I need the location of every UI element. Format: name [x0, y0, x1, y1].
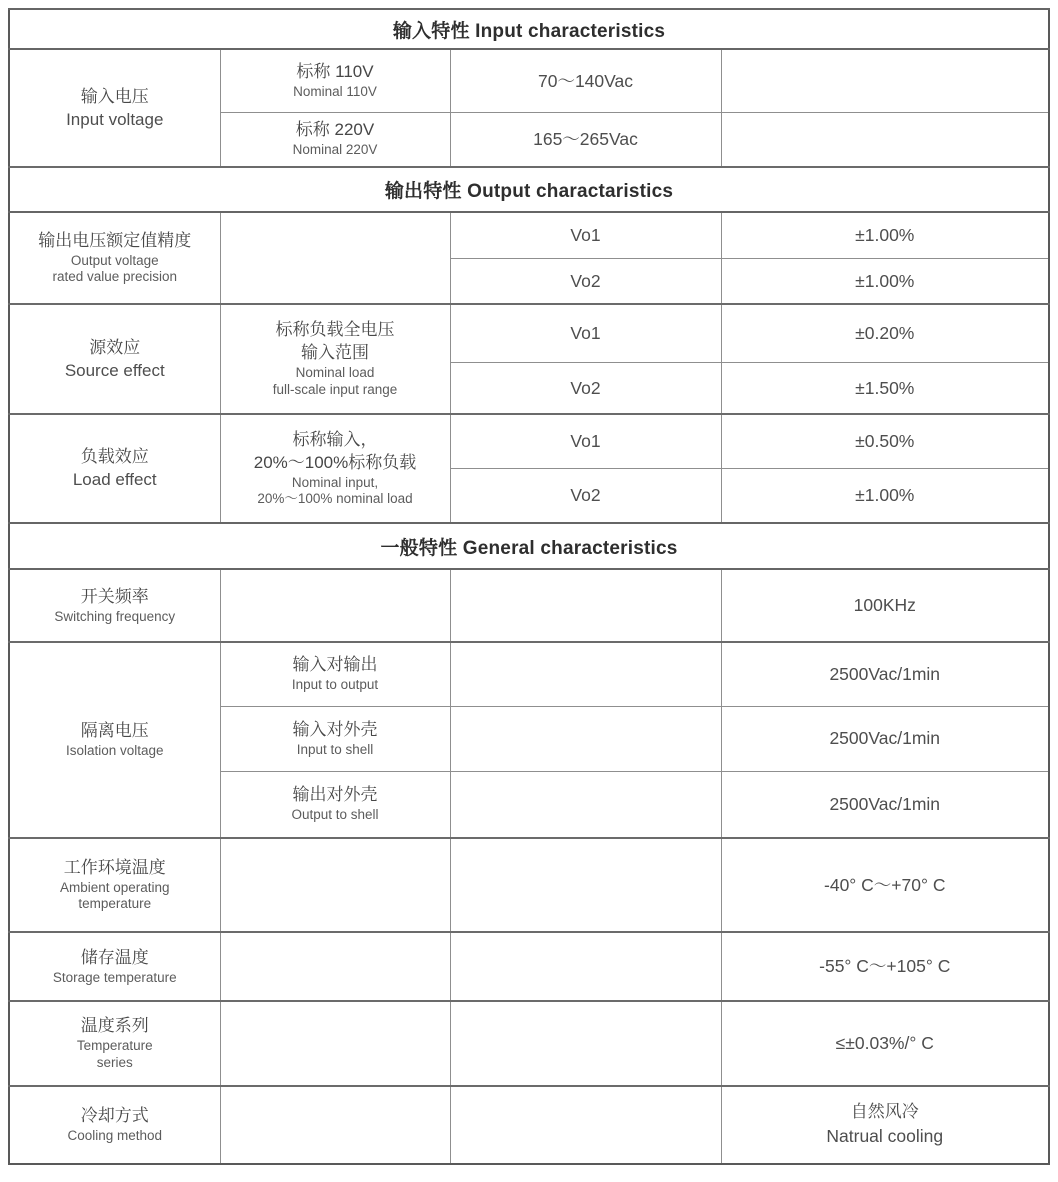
load-effect-label-cell: [9, 414, 220, 523]
load-effect-label-en: Load effect: [72, 470, 157, 490]
isolation-input-to-output-value-cell: [721, 642, 1049, 706]
range-110v-cell: [450, 49, 721, 112]
temperature-series-empty-cell-2: [450, 1001, 721, 1086]
load-effect-label-zh: 负载效应: [80, 447, 149, 467]
switching-frequency-value: 100KHz: [853, 595, 916, 616]
isolation-input-to-output-cell: [220, 642, 450, 706]
cooling-method-label-cell: [9, 1086, 220, 1164]
output-precision-label-cell: [9, 212, 220, 304]
cooling-method-label-zh: 冷却方式: [80, 1106, 149, 1126]
load-effect-vo2-channel-cell: [450, 468, 721, 523]
output-precision-label-zh: 输出电压额定值精度: [38, 230, 192, 250]
temperature-series-label-en-line1: Temperature: [76, 1038, 153, 1054]
isolation-voltage-label-zh: 隔离电压: [80, 721, 149, 741]
source-effect-vo1-value: ±0.20%: [855, 323, 915, 343]
ambient-temperature-label-en-line1: Ambient operating: [59, 879, 170, 895]
spec-table: [8, 8, 1050, 1165]
isolation-output-to-shell-en: Output to shell: [291, 807, 379, 823]
storage-temperature-value-cell: [721, 932, 1049, 1001]
storage-temperature-label-en: Storage temperature: [52, 969, 177, 985]
load-effect-condition-zh-line1: 标称输入，: [292, 429, 378, 449]
ambient-temperature-label-en-line2: temperature: [78, 896, 152, 912]
nominal-220v-cell: [220, 112, 450, 167]
storage-temperature-empty-cell-1: [220, 932, 450, 1001]
temperature-series-value-cell: [721, 1001, 1049, 1086]
ambient-temperature-label-cell: [9, 838, 220, 932]
switching-frequency-value-cell: [721, 569, 1049, 642]
temperature-series-label-zh: 温度系列: [80, 1016, 149, 1036]
load-effect-condition-cell: [220, 414, 450, 523]
source-effect-vo1-value-cell: [721, 304, 1049, 362]
output-precision-vo2-channel: Vo2: [570, 270, 601, 291]
output-precision-vo1-channel: Vo1: [570, 225, 601, 245]
source-effect-vo2-value: ±1.50%: [855, 377, 915, 398]
output-precision-label-en-line2: rated value precision: [52, 269, 178, 285]
input-voltage-label-zh: 输入电压: [80, 86, 149, 106]
range-220v-value: 165～265Vac: [533, 129, 638, 149]
storage-temperature-value: -55° C～+105° C: [819, 956, 951, 977]
load-effect-vo2-value-cell: [721, 468, 1049, 523]
source-effect-condition-en-line2: full-scale input range: [272, 381, 398, 397]
cooling-method-empty-cell-2: [450, 1086, 721, 1164]
ambient-temperature-value: -40° C～+70° C: [824, 874, 946, 895]
temperature-series-value: ≤±0.03%/° C: [835, 1033, 934, 1054]
source-effect-label-zh: 源效应: [89, 337, 141, 357]
range-220v-cell: [450, 112, 721, 167]
load-effect-condition-zh-line2: 20%～100%标称负载: [253, 452, 417, 472]
source-effect-vo2-value-cell: [721, 362, 1049, 414]
isolation-input-to-output-zh: 输入对输出: [292, 655, 378, 675]
load-effect-vo1-value-cell: [721, 414, 1049, 468]
nominal-110v-zh: 标称 110V: [296, 61, 374, 81]
isolation-input-to-shell-zh: 输入对外壳: [292, 719, 378, 739]
switching-frequency-label-zh: 开关频率: [80, 586, 149, 606]
source-effect-vo1-channel: Vo1: [570, 323, 601, 343]
output-precision-condition-empty-cell: [220, 212, 450, 304]
source-effect-label-cell: [9, 304, 220, 414]
nominal-110v-en: Nominal 110V: [293, 83, 377, 99]
source-effect-condition-zh-line1: 标称负载全电压: [275, 320, 395, 340]
switching-frequency-empty-cell-1: [220, 569, 450, 642]
isolation-input-to-shell-value: 2500Vac/1min: [829, 728, 941, 749]
temperature-series-empty-cell-1: [220, 1001, 450, 1086]
source-effect-vo2-channel: Vo2: [570, 377, 601, 398]
switching-frequency-label-en: Switching frequency: [54, 608, 176, 624]
isolation-output-to-shell-value: 2500Vac/1min: [829, 794, 941, 814]
isolation-row3-empty-cell: [450, 771, 721, 838]
output-precision-vo1-value-cell: [721, 212, 1049, 258]
load-effect-vo1-channel-cell: [450, 414, 721, 468]
load-effect-condition-en-line1: Nominal input,: [291, 474, 379, 490]
temperature-series-label-en-line2: series: [96, 1054, 133, 1070]
cooling-method-empty-cell-1: [220, 1086, 450, 1164]
input-voltage-label-en: Input voltage: [66, 109, 164, 129]
ambient-temperature-empty-cell-1: [220, 838, 450, 932]
isolation-input-to-output-en: Input to output: [291, 677, 379, 693]
cooling-method-value-en: Natrual cooling: [826, 1126, 944, 1147]
nominal-110v-cell: [220, 49, 450, 112]
isolation-voltage-label-cell: [9, 642, 220, 838]
isolation-input-to-output-value: 2500Vac/1min: [829, 664, 941, 684]
output-precision-vo2-value-cell: [721, 258, 1049, 304]
ambient-temperature-label-zh: 工作环境温度: [63, 857, 166, 877]
isolation-output-to-shell-zh: 输出对外壳: [292, 785, 378, 805]
isolation-input-to-shell-value-cell: [721, 706, 1049, 771]
nominal-220v-zh: 标称 220V: [295, 120, 375, 140]
isolation-input-to-shell-en: Input to shell: [296, 741, 374, 757]
input-row1-empty-cell: [721, 49, 1049, 112]
range-110v-value: 70～140Vac: [537, 70, 634, 91]
output-precision-vo2-value: ±1.00%: [855, 270, 915, 291]
nominal-220v-en: Nominal 220V: [292, 142, 378, 158]
temperature-series-label-cell: [9, 1001, 220, 1086]
isolation-output-to-shell-cell: [220, 771, 450, 838]
load-effect-vo2-channel: Vo2: [570, 485, 601, 505]
ambient-temperature-empty-cell-2: [450, 838, 721, 932]
isolation-voltage-label-en: Isolation voltage: [65, 743, 164, 759]
cooling-method-value-zh: 自然风冷: [850, 1102, 919, 1122]
input-row2-empty-cell: [721, 112, 1049, 167]
ambient-temperature-value-cell: [721, 838, 1049, 932]
cooling-method-label-en: Cooling method: [67, 1128, 163, 1144]
section-header-general-characteristics: 一般特性 General characteristics: [9, 523, 1049, 569]
cooling-method-value-cell: [721, 1086, 1049, 1164]
switching-frequency-label-cell: [9, 569, 220, 642]
input-voltage-label-cell: [9, 49, 220, 167]
isolation-output-to-shell-value-cell: [721, 771, 1049, 838]
source-effect-condition-en-line1: Nominal load: [295, 365, 375, 381]
source-effect-condition-cell: [220, 304, 450, 414]
storage-temperature-empty-cell-2: [450, 932, 721, 1001]
storage-temperature-label-zh: 储存温度: [80, 947, 149, 967]
section-header-input-characteristics: 输入特性 Input characteristics: [9, 9, 1049, 49]
output-precision-vo2-channel-cell: [450, 258, 721, 304]
section-header-output-characteristics: 输出特性 Output charactaristics: [9, 167, 1049, 212]
switching-frequency-empty-cell-2: [450, 569, 721, 642]
output-precision-vo1-value: ±1.00%: [855, 225, 915, 245]
load-effect-vo1-channel: Vo1: [570, 431, 601, 451]
output-precision-label-en-line1: Output voltage: [70, 252, 159, 268]
source-effect-vo2-channel-cell: [450, 362, 721, 414]
isolation-row1-empty-cell: [450, 642, 721, 706]
load-effect-vo1-value: ±0.50%: [855, 431, 915, 451]
isolation-row2-empty-cell: [450, 706, 721, 771]
load-effect-vo2-value: ±1.00%: [855, 485, 915, 505]
output-precision-vo1-channel-cell: [450, 212, 721, 258]
source-effect-condition-zh-line2: 输入范围: [301, 343, 369, 363]
isolation-input-to-shell-cell: [220, 706, 450, 771]
storage-temperature-label-cell: [9, 932, 220, 1001]
source-effect-label-en: Source effect: [64, 360, 165, 380]
load-effect-condition-en-line2: 20%～100% nominal load: [257, 491, 413, 507]
source-effect-vo1-channel-cell: [450, 304, 721, 362]
